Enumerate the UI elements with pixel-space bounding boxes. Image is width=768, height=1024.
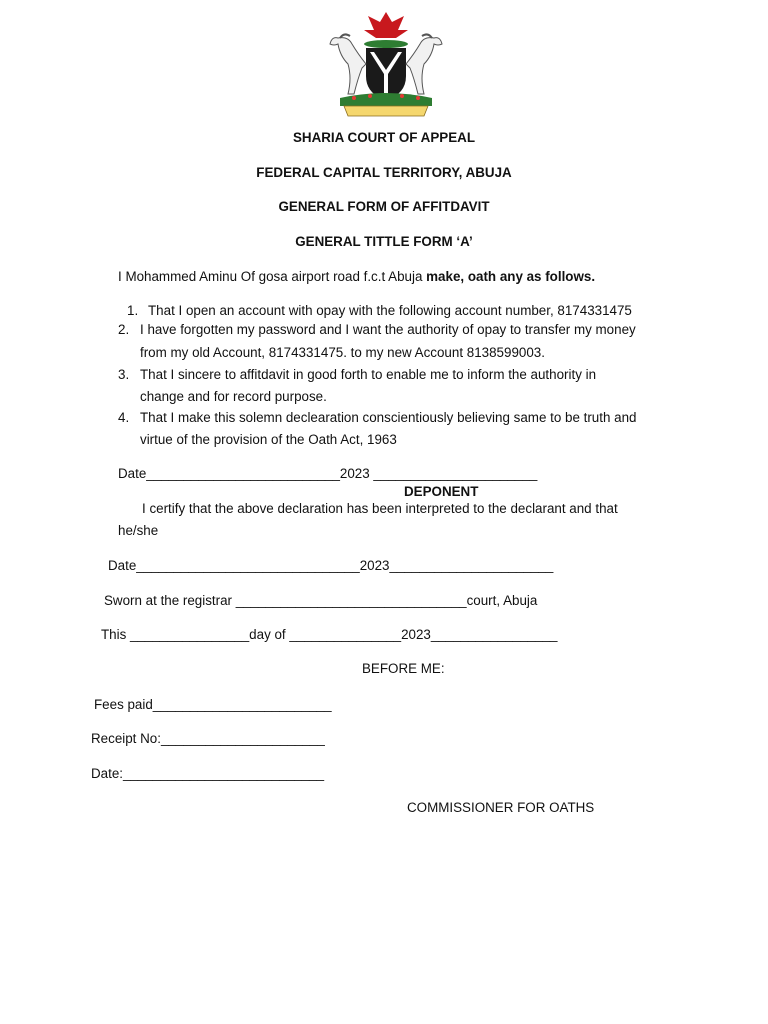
item-3-line-1: That I sincere to affitdavit in good forth to enable me to inform the authority in xyxy=(140,367,597,382)
commissioner-label: COMMISSIONER FOR OATHS xyxy=(407,800,595,815)
shield-icon xyxy=(366,48,406,100)
intro-bold: make, oath any as follows. xyxy=(426,269,596,284)
item-1-number: 1. xyxy=(127,303,139,318)
receipt-number-line: Receipt No:______________________ xyxy=(91,731,325,746)
sworn-registrar-line: Sworn at the registrar _______________________________court, Abuja xyxy=(104,593,538,608)
coat-of-arms-logo xyxy=(318,8,454,120)
deponent-label: DEPONENT xyxy=(404,484,479,499)
certify-line-1: I certify that the above declaration has been interpreted to the declarant and that xyxy=(142,501,618,516)
horse-right-icon xyxy=(406,34,442,94)
sworn-date-line: Date______________________________2023______________________ xyxy=(108,558,554,573)
item-3-line-2: change and for record purpose. xyxy=(140,389,327,404)
form-title: GENERAL FORM OF AFFITDAVIT xyxy=(278,199,490,214)
court-name: SHARIA COURT OF APPEAL xyxy=(292,130,475,145)
item-2-line-1: I have forgotten my password and I want the authority of opay to transfer my money xyxy=(140,322,636,337)
item-2-number: 2. xyxy=(118,322,130,337)
horse-left-icon xyxy=(330,34,366,94)
fees-date-line: Date:___________________________ xyxy=(91,766,325,781)
sworn-this-day-line: This ________________day of _______________2023_________________ xyxy=(101,627,558,642)
certify-line-2: he/she xyxy=(118,523,159,538)
item-1-line: That I open an account with opay with the following account number, 8174331475 xyxy=(148,303,632,318)
intro-text: I Mohammed Aminu Of gosa airport road f.c.t Abuja xyxy=(118,269,427,284)
item-3-number: 3. xyxy=(118,367,130,382)
item-2-line-2: from my old Account, 8174331475. to my new Account 8138599003. xyxy=(140,345,545,360)
item-4-line-2: virtue of the provision of the Oath Act, 1963 xyxy=(140,432,397,447)
territory-name: FEDERAL CAPITAL TERRITORY, ABUJA xyxy=(256,165,512,180)
intro-paragraph xyxy=(118,269,595,284)
fees-paid-line: Fees paid________________________ xyxy=(94,697,332,712)
eagle-icon xyxy=(364,12,408,38)
deponent-date-line: Date__________________________2023 ______________________ xyxy=(118,466,538,481)
form-subtitle: GENERAL TITTLE FORM ‘A’ xyxy=(295,234,473,249)
before-me-label: BEFORE ME: xyxy=(362,661,445,676)
item-4-number: 4. xyxy=(118,410,130,425)
item-4-line-1: That I make this solemn declearation conscientiously believing same to be truth and xyxy=(140,410,637,425)
